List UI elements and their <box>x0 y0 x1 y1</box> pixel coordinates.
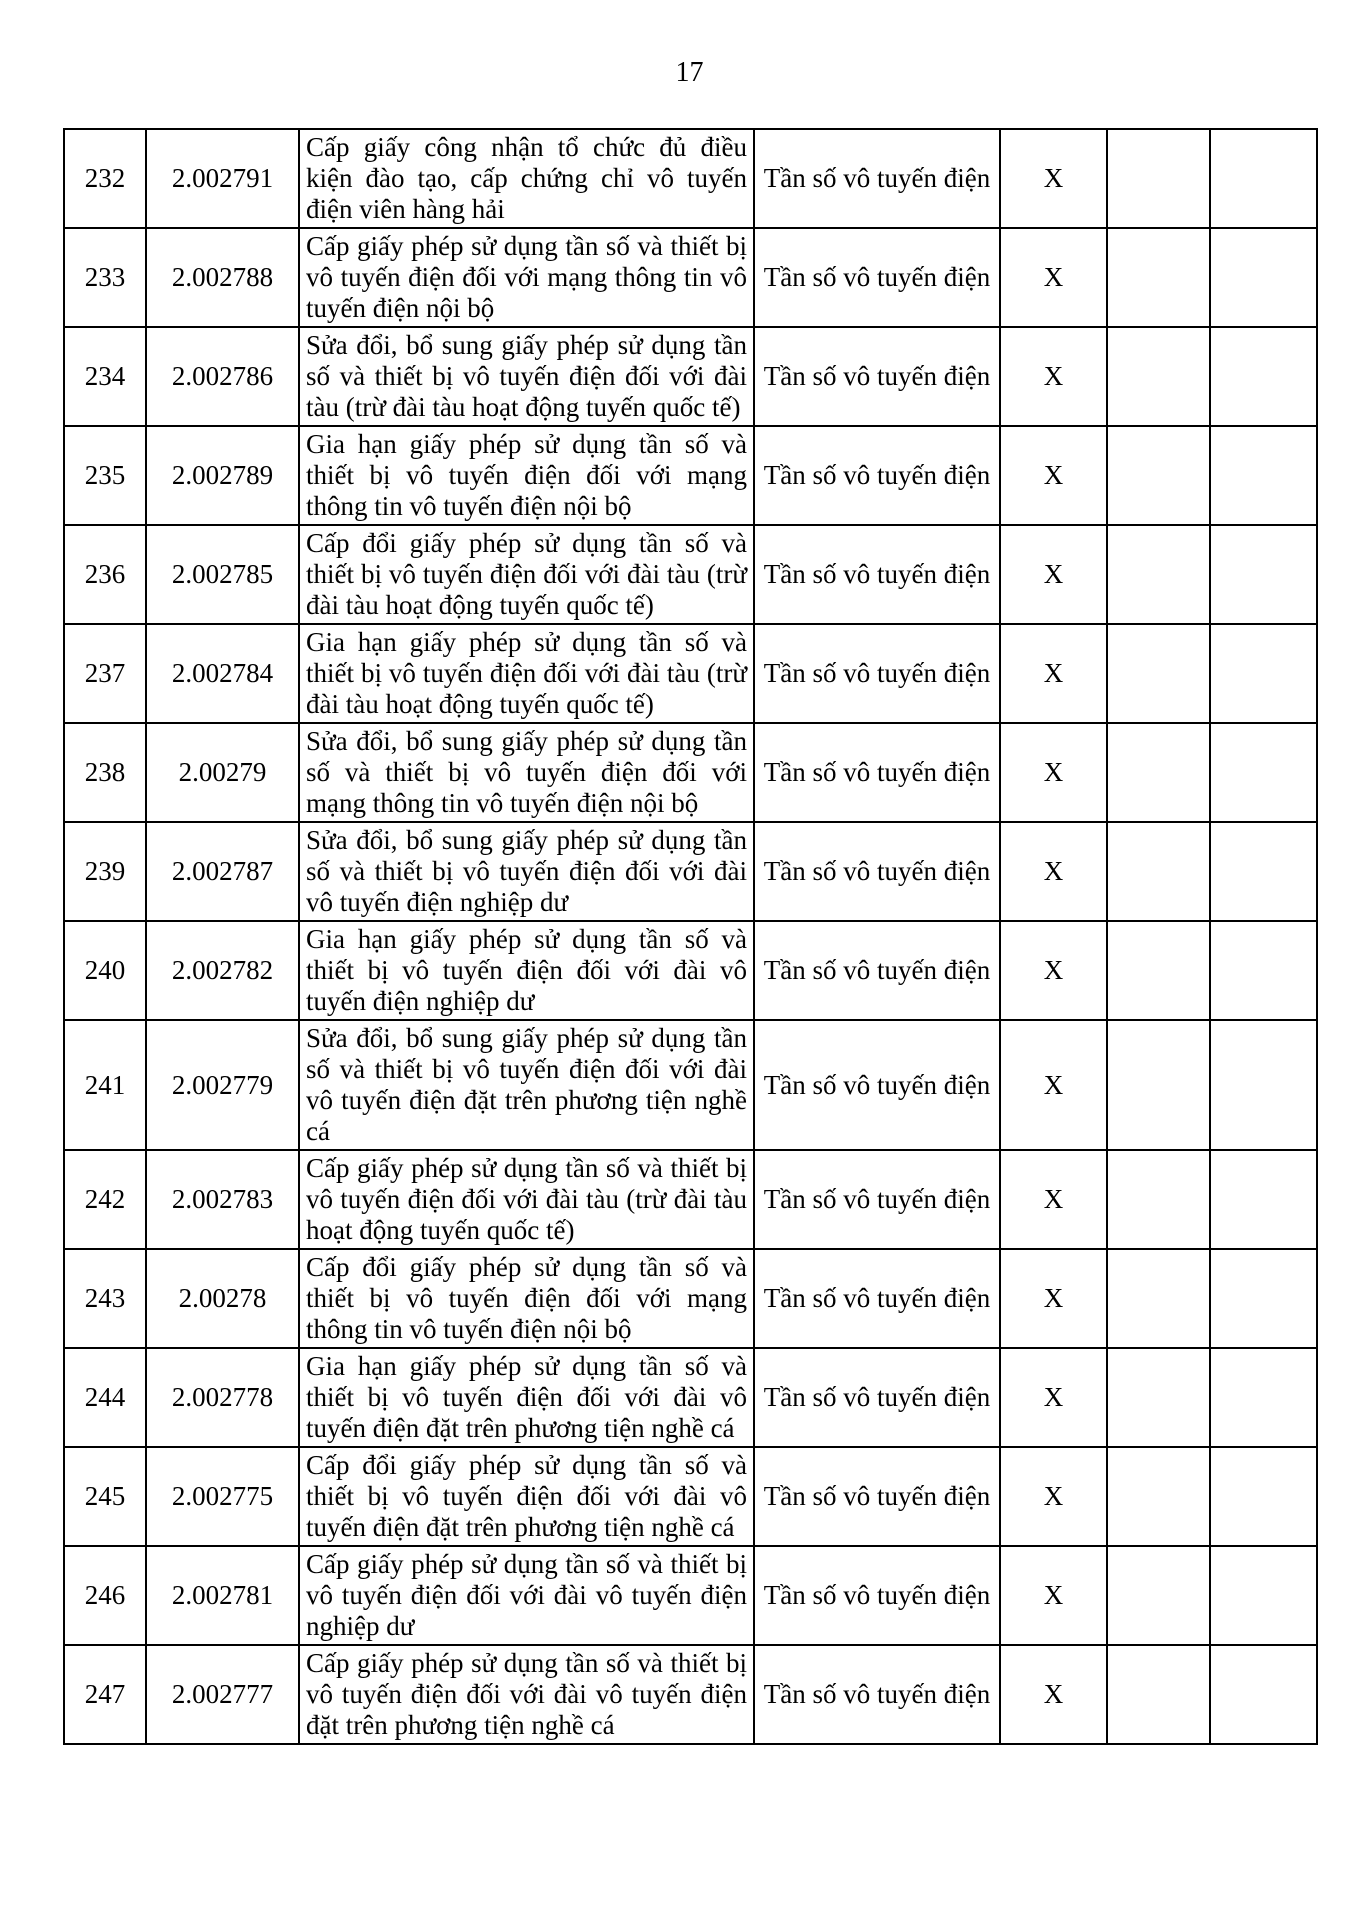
x-mark-cell: X <box>1000 1447 1107 1546</box>
table-row <box>64 624 1317 723</box>
procedure-code-cell: 2.002778 <box>146 1348 299 1447</box>
empty-cell-1 <box>1107 624 1210 723</box>
empty-cell-2 <box>1210 1348 1317 1447</box>
empty-cell-1 <box>1107 1447 1210 1546</box>
field-cell: Tần số vô tuyến điện <box>754 1447 1000 1546</box>
table-row <box>64 525 1317 624</box>
empty-cell-2 <box>1210 723 1317 822</box>
field-cell: Tần số vô tuyến điện <box>754 1020 1000 1150</box>
empty-cell-1 <box>1107 327 1210 426</box>
row-number-cell: 237 <box>64 624 146 723</box>
empty-cell-2 <box>1210 1020 1317 1150</box>
field-cell: Tần số vô tuyến điện <box>754 228 1000 327</box>
field-cell: Tần số vô tuyến điện <box>754 327 1000 426</box>
empty-cell-1 <box>1107 822 1210 921</box>
empty-cell-2 <box>1210 327 1317 426</box>
empty-cell-2 <box>1210 1546 1317 1645</box>
procedures-table <box>63 128 1318 1745</box>
field-cell: Tần số vô tuyến điện <box>754 1546 1000 1645</box>
x-mark-cell: X <box>1000 921 1107 1020</box>
page-number: 17 <box>675 57 704 88</box>
field-cell: Tần số vô tuyến điện <box>754 723 1000 822</box>
field-cell: Tần số vô tuyến điện <box>754 624 1000 723</box>
procedure-code-cell: 2.002788 <box>146 228 299 327</box>
field-cell: Tần số vô tuyến điện <box>754 1150 1000 1249</box>
x-mark-cell: X <box>1000 822 1107 921</box>
row-number-cell: 243 <box>64 1249 146 1348</box>
empty-cell-2 <box>1210 1447 1317 1546</box>
procedure-code-cell: 2.002789 <box>146 426 299 525</box>
empty-cell-1 <box>1107 723 1210 822</box>
empty-cell-2 <box>1210 624 1317 723</box>
empty-cell-2 <box>1210 1249 1317 1348</box>
x-mark-cell: X <box>1000 624 1107 723</box>
empty-cell-2 <box>1210 1150 1317 1249</box>
empty-cell-1 <box>1107 921 1210 1020</box>
field-cell: Tần số vô tuyến điện <box>754 426 1000 525</box>
table-row <box>64 921 1317 1020</box>
procedure-name-cell: Cấp đổi giấy phép sử dụng tần số và thiết bị vô tuyến điện đối với đài tàu (trừ đài tàu hoạt động tuyến quốc tế) <box>299 525 754 624</box>
x-mark-cell: X <box>1000 426 1107 525</box>
procedure-code-cell: 2.002783 <box>146 1150 299 1249</box>
procedure-code-cell: 2.002775 <box>146 1447 299 1546</box>
procedure-name-cell: Cấp giấy phép sử dụng tần số và thiết bị vô tuyến điện đối với mạng thông tin vô tuyến điện nội bộ <box>299 228 754 327</box>
x-mark-cell: X <box>1000 129 1107 228</box>
procedure-name-cell: Cấp giấy phép sử dụng tần số và thiết bị vô tuyến điện đối với đài vô tuyến điện đặt trên phương tiện nghề cá <box>299 1645 754 1744</box>
procedure-code-cell: 2.002791 <box>146 129 299 228</box>
procedure-code-cell: 2.002786 <box>146 327 299 426</box>
procedure-name-cell: Gia hạn giấy phép sử dụng tần số và thiết bị vô tuyến điện đối với đài tàu (trừ đài tàu hoạt động tuyến quốc tế) <box>299 624 754 723</box>
x-mark-cell: X <box>1000 525 1107 624</box>
row-number-cell: 233 <box>64 228 146 327</box>
x-mark-cell: X <box>1000 723 1107 822</box>
table-row <box>64 1447 1317 1546</box>
field-cell: Tần số vô tuyến điện <box>754 1348 1000 1447</box>
row-number-cell: 244 <box>64 1348 146 1447</box>
row-number-cell: 234 <box>64 327 146 426</box>
empty-cell-2 <box>1210 129 1317 228</box>
empty-cell-1 <box>1107 525 1210 624</box>
procedure-name-cell: Gia hạn giấy phép sử dụng tần số và thiết bị vô tuyến điện đối với đài vô tuyến điện nghiệp dư <box>299 921 754 1020</box>
empty-cell-1 <box>1107 1348 1210 1447</box>
x-mark-cell: X <box>1000 228 1107 327</box>
table-row <box>64 1020 1317 1150</box>
table-row <box>64 1645 1317 1744</box>
procedure-code-cell: 2.002784 <box>146 624 299 723</box>
table-row <box>64 129 1317 228</box>
empty-cell-2 <box>1210 525 1317 624</box>
table-row <box>64 1150 1317 1249</box>
empty-cell-1 <box>1107 426 1210 525</box>
empty-cell-2 <box>1210 921 1317 1020</box>
row-number-cell: 238 <box>64 723 146 822</box>
procedure-code-cell: 2.002781 <box>146 1546 299 1645</box>
table-row <box>64 822 1317 921</box>
row-number-cell: 236 <box>64 525 146 624</box>
empty-cell-2 <box>1210 426 1317 525</box>
empty-cell-1 <box>1107 129 1210 228</box>
empty-cell-1 <box>1107 1150 1210 1249</box>
row-number-cell: 241 <box>64 1020 146 1150</box>
procedure-code-cell: 2.002785 <box>146 525 299 624</box>
table-row <box>64 327 1317 426</box>
procedure-name-cell: Sửa đổi, bổ sung giấy phép sử dụng tần số và thiết bị vô tuyến điện đối với đài vô tuyến điện đặt trên phương tiện nghề cá <box>299 1020 754 1150</box>
empty-cell-1 <box>1107 228 1210 327</box>
procedure-name-cell: Sửa đổi, bổ sung giấy phép sử dụng tần số và thiết bị vô tuyến điện đối với đài vô tuyến điện nghiệp dư <box>299 822 754 921</box>
table-row <box>64 1348 1317 1447</box>
procedure-name-cell: Sửa đổi, bổ sung giấy phép sử dụng tần số và thiết bị vô tuyến điện đối với đài tàu (trừ đài tàu hoạt động tuyến quốc tế) <box>299 327 754 426</box>
field-cell: Tần số vô tuyến điện <box>754 822 1000 921</box>
field-cell: Tần số vô tuyến điện <box>754 1249 1000 1348</box>
procedure-code-cell: 2.00279 <box>146 723 299 822</box>
procedure-name-cell: Gia hạn giấy phép sử dụng tần số và thiết bị vô tuyến điện đối với đài vô tuyến điện đặt trên phương tiện nghề cá <box>299 1348 754 1447</box>
x-mark-cell: X <box>1000 1348 1107 1447</box>
procedure-code-cell: 2.002779 <box>146 1020 299 1150</box>
x-mark-cell: X <box>1000 1249 1107 1348</box>
empty-cell-2 <box>1210 228 1317 327</box>
row-number-cell: 239 <box>64 822 146 921</box>
empty-cell-2 <box>1210 822 1317 921</box>
table-row <box>64 1249 1317 1348</box>
x-mark-cell: X <box>1000 1645 1107 1744</box>
procedure-name-cell: Sửa đổi, bổ sung giấy phép sử dụng tần số và thiết bị vô tuyến điện đối với mạng thông tin vô tuyến điện nội bộ <box>299 723 754 822</box>
x-mark-cell: X <box>1000 1020 1107 1150</box>
procedure-code-cell: 2.002782 <box>146 921 299 1020</box>
row-number-cell: 235 <box>64 426 146 525</box>
procedure-name-cell: Cấp giấy công nhận tổ chức đủ điều kiện đào tạo, cấp chứng chỉ vô tuyến điện viên hàng hải <box>299 129 754 228</box>
x-mark-cell: X <box>1000 327 1107 426</box>
row-number-cell: 246 <box>64 1546 146 1645</box>
table-row <box>64 426 1317 525</box>
field-cell: Tần số vô tuyến điện <box>754 129 1000 228</box>
procedure-name-cell: Cấp đổi giấy phép sử dụng tần số và thiết bị vô tuyến điện đối với đài vô tuyến điện đặt trên phương tiện nghề cá <box>299 1447 754 1546</box>
empty-cell-1 <box>1107 1546 1210 1645</box>
procedure-name-cell: Gia hạn giấy phép sử dụng tần số và thiết bị vô tuyến điện đối với mạng thông tin vô tuyến điện nội bộ <box>299 426 754 525</box>
empty-cell-1 <box>1107 1020 1210 1150</box>
x-mark-cell: X <box>1000 1546 1107 1645</box>
procedure-name-cell: Cấp đổi giấy phép sử dụng tần số và thiết bị vô tuyến điện đối với mạng thông tin vô tuyến điện nội bộ <box>299 1249 754 1348</box>
row-number-cell: 242 <box>64 1150 146 1249</box>
field-cell: Tần số vô tuyến điện <box>754 1645 1000 1744</box>
procedure-name-cell: Cấp giấy phép sử dụng tần số và thiết bị vô tuyến điện đối với đài vô tuyến điện nghiệp dư <box>299 1546 754 1645</box>
row-number-cell: 247 <box>64 1645 146 1744</box>
procedures-table-body <box>64 129 1317 1744</box>
table-row <box>64 228 1317 327</box>
field-cell: Tần số vô tuyến điện <box>754 525 1000 624</box>
empty-cell-1 <box>1107 1249 1210 1348</box>
empty-cell-2 <box>1210 1645 1317 1744</box>
table-row <box>64 723 1317 822</box>
table-row <box>64 1546 1317 1645</box>
procedure-code-cell: 2.002777 <box>146 1645 299 1744</box>
empty-cell-1 <box>1107 1645 1210 1744</box>
procedure-name-cell: Cấp giấy phép sử dụng tần số và thiết bị vô tuyến điện đối với đài tàu (trừ đài tàu hoạt động tuyến quốc tế) <box>299 1150 754 1249</box>
row-number-cell: 232 <box>64 129 146 228</box>
x-mark-cell: X <box>1000 1150 1107 1249</box>
row-number-cell: 245 <box>64 1447 146 1546</box>
field-cell: Tần số vô tuyến điện <box>754 921 1000 1020</box>
row-number-cell: 240 <box>64 921 146 1020</box>
procedure-code-cell: 2.002787 <box>146 822 299 921</box>
procedure-code-cell: 2.00278 <box>146 1249 299 1348</box>
